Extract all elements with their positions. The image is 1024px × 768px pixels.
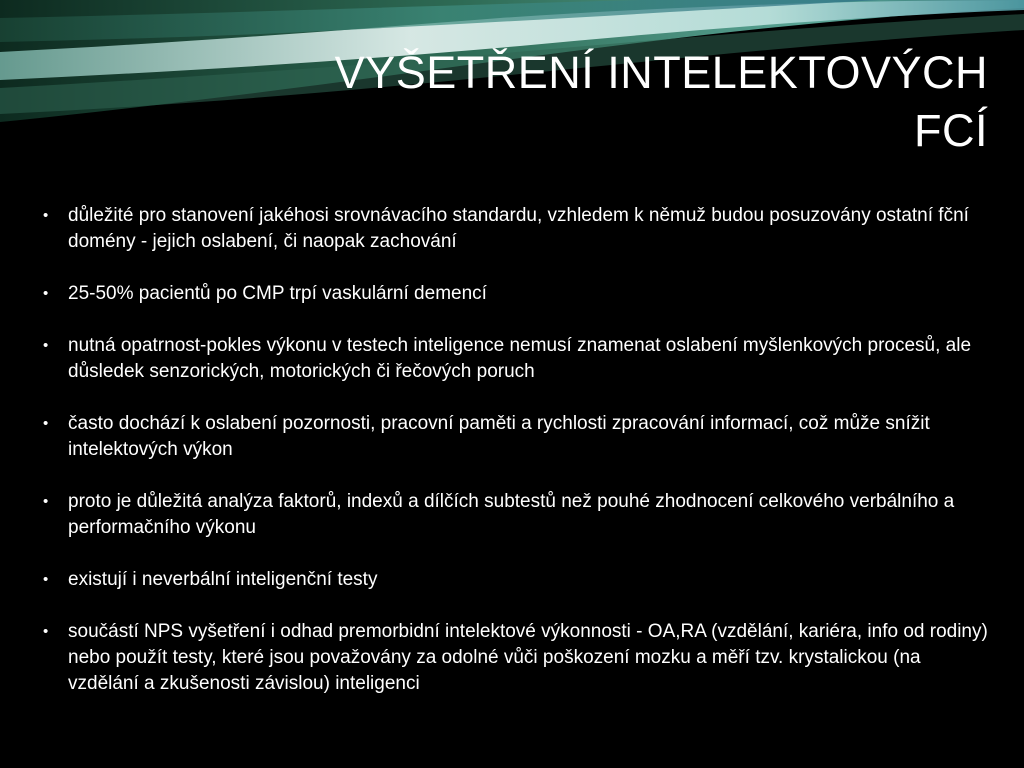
bullet-text: důležité pro stanovení jakéhosi srovnávacího standardu, vzhledem k němuž budou posuzovány ostatní fční domény - jejich oslabení, či naopak zachování xyxy=(68,205,969,252)
bullet-dot-icon: • xyxy=(43,337,49,354)
bullet-text: 25-50% pacientů po CMP trpí vaskulární demencí xyxy=(68,283,487,304)
bullet-text: proto je důležitá analýza faktorů, indexů a dílčích subtestů než pouhé zhodnocení celkového verbálního a performačního výkonu xyxy=(68,491,955,538)
bullet-item xyxy=(40,619,995,697)
bullet-list xyxy=(40,203,995,697)
bullet-dot-icon: • xyxy=(43,285,49,302)
bullet-text: součástí NPS vyšetření i odhad premorbidní intelektové výkonnosti - OA,RA (vzdělání, kariéra, info od rodiny) nebo použít testy, které jsou považovány za odolné vůči poškození mozku a měří tzv. krystalickou (na vzdělání a zkušenosti závislou) inteligenci xyxy=(68,621,988,694)
bullet-dot-icon: • xyxy=(43,493,49,510)
bullet-item xyxy=(40,281,995,307)
bullet-item xyxy=(40,567,995,593)
bullet-dot-icon: • xyxy=(43,571,49,588)
bullet-text: často dochází k oslabení pozornosti, pracovní paměti a rychlosti zpracování informací, což může snížit intelektových výkon xyxy=(68,413,930,460)
title-line: VYŠETŘENÍ INTELEKTOVÝCH xyxy=(334,47,988,98)
bullet-dot-icon: • xyxy=(43,207,49,224)
slide-title xyxy=(228,44,988,160)
bullet-item xyxy=(40,489,995,541)
bullet-text: existují i neverbální inteligenční testy xyxy=(68,569,378,590)
bullet-dot-icon: • xyxy=(43,623,49,640)
title-line: FCÍ xyxy=(914,105,988,156)
bullet-dot-icon: • xyxy=(43,415,49,432)
bullet-item xyxy=(40,411,995,463)
bullet-item xyxy=(40,333,995,385)
bullet-item xyxy=(40,203,995,255)
bullet-text: nutná opatrnost-pokles výkonu v testech inteligence nemusí znamenat oslabení myšlenkových procesů, ale důsledek senzorických, motorických či řečových poruch xyxy=(68,335,972,382)
